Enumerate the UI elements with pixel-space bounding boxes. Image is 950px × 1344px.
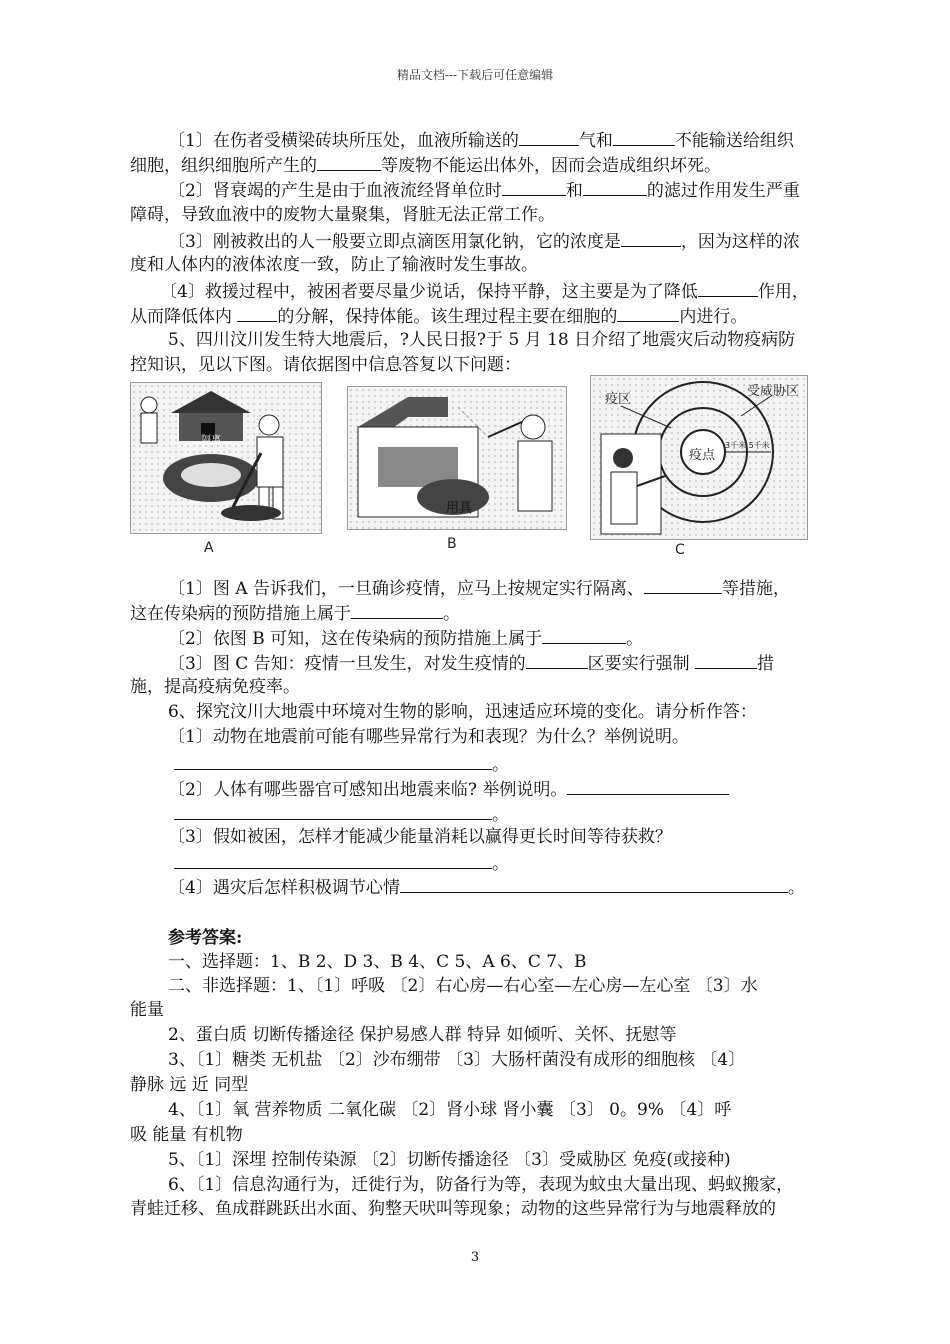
q6-answer-line-1: 。 [174,751,509,777]
page-header: 精品文档---下载后可任意编辑 [396,68,554,82]
figure-b-disinfection [347,386,567,530]
q4-line-7: 〔4〕救援过程中，被困者要尽量少说话，保持平静，这主要是为了降低 作用， [160,278,809,304]
q5-sub-1-cont: 这在传染病的预防措施上属于 。 [130,600,460,626]
answers-line-8: 吸 能量 有机物 [130,1125,243,1145]
figure-a-text: 隔离 [201,435,221,446]
answers-line-7: 4、〔1〕氧 营养物质 二氧化碳 〔2〕肾小球 肾小囊 〔3〕 0。9% 〔4〕呼 [168,1100,732,1120]
q5-sub-1: 〔1〕图 A 告诉我们，一旦确诊疫情，应马上按规定实行隔离、 等措施， [168,575,790,601]
answers-line-11: 青蛙迁移、鱼成群跳跃出水面、狗整天吠叫等现象；动物的这些异常行为与地震释放的 [130,1199,776,1219]
q6-line-6: 〔3〕假如被困，怎样才能减少能量消耗以赢得更长时间等待获救？ [168,827,672,847]
q5-sub-2: 〔2〕依图 B 可知，这在传染病的预防措施上属于 。 [168,625,643,651]
q5-line-2: 控知识，见以下图。请依据图中信息答复以下问题： [130,355,521,375]
figure-c-label: C [675,542,685,558]
answers-line-6: 静脉 远 近 同型 [130,1075,249,1095]
q4-line-4: 障碍，导致血液中的废物大量聚集，肾脏无法正常工作。 [130,205,555,225]
q5-sub-3: 〔3〕图 C 告知：疫情一旦发生，对发生疫情的 区要实行强制 措 [168,650,774,676]
answers-line-9: 5、〔1〕深埋 控制传染源 〔2〕切断传播途径 〔3〕受威胁区 免疫(或接种) [168,1150,731,1170]
answers-line-3: 能量 [130,1000,164,1020]
figure-c-center-label: 疫点 [689,448,716,463]
answers-title: 参考答案: [168,928,243,948]
answers-line-2: 二、非选择题：1、〔1〕呼吸 〔2〕右心房—右心室—左心房—左心室 〔3〕水 [168,976,758,996]
figure-b-label: B [447,536,457,552]
q6-line-4: 〔2〕人体有哪些器官可感知出地震来临? 举例说明。 [168,776,729,802]
q4-line-2: 细胞，组织细胞所产生的 等废物不能运出体外，因而会造成组织坏死。 [130,152,721,178]
figure-a-label: A [204,540,214,556]
page-number: 3 [470,1250,480,1265]
figure-c-zones [590,375,808,540]
answers-line-1: 一、选择题：1、B 2、D 3、B 4、C 5、A 6、C 7、B [168,952,587,972]
figure-b-text: 用具 [446,501,473,516]
q6-line-1: 6、探究汶川大地震中环境对生物的影响，迅速适应环境的变化。请分析作答： [168,702,757,722]
q4-line-1: 〔1〕在伤者受横梁砖块所压处，血液所输送的 气和 不能输送给组织 [168,127,794,153]
q4-line-3: 〔2〕肾衰竭的产生是由于血液流经肾单位时 和 的滤过作用发生严重 [168,177,800,203]
q4-line-5: 〔3〕刚被救出的人一般要立即点滴医用氯化钠，它的浓度是 ，因为这样的浓 [168,228,800,254]
q5-sub-3-cont: 施，提高疫病免疫率。 [130,677,300,697]
q6-answer-line-3: 。 [174,850,509,876]
figure-a-illustration [131,383,321,533]
figure-c-zone-label: 疫区 [605,392,632,407]
q6-line-8: 〔4〕遇灾后怎样积极调节心情 。 [168,874,805,900]
answers-line-5: 3、〔1〕糖类 无机盐 〔2〕沙布绷带 〔3〕大肠杆菌没有成形的细胞核 〔4〕 [168,1050,746,1070]
figure-a-isolation [130,382,322,534]
q4-line-8: 从而降低体内 的分解，保持体能。该生理过程主要在细胞的 内进行。 [130,303,747,329]
q6-line-2: 〔1〕动物在地震前可能有哪些异常行为和表现？为什么？举例说明。 [168,727,689,747]
q4-line-6: 度和人体内的液体浓度一致，防止了输液时发生事故。 [130,255,538,275]
answers-line-4: 2、蛋白质 切断传播途径 保护易感人群 特异 如倾听、关怀、抚慰等 [168,1025,677,1045]
figure-c-threat-label: 受威胁区 [747,384,800,399]
q5-line-1: 5、四川汶川发生特大地震后，?人民日报?于 5 月 18 日介绍了地震灾后动物疫病防 [168,330,796,350]
q6-answer-line-2: 。 [174,801,509,827]
figure-c-scale: 3千米 5千米 [725,441,770,450]
answers-line-10: 6、〔1〕信息沟通行为，迁徙行为，防备行为等，表现为蚊虫大量出现、蚂蚁搬家， [168,1175,794,1195]
